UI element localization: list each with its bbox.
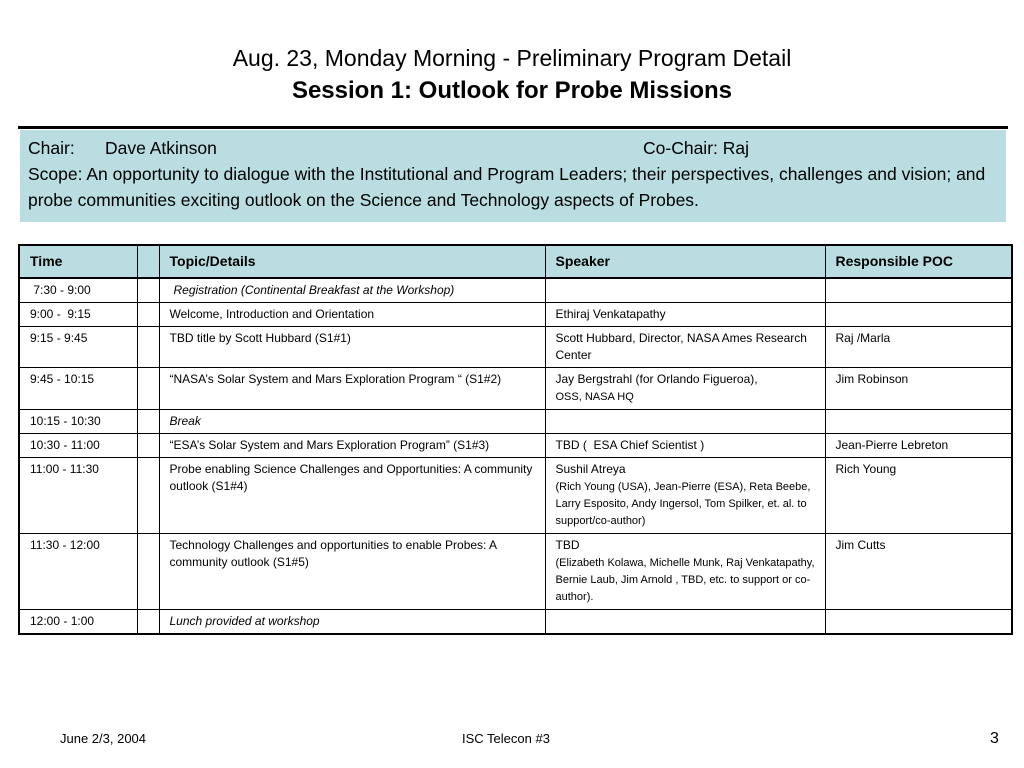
table-row <box>19 327 1012 368</box>
table-header-row <box>19 245 1012 278</box>
row-speaker: Ethiraj Venkatapathy <box>545 303 825 327</box>
row-poc <box>825 303 1012 327</box>
row-topic: Registration (Continental Breakfast at the Workshop) <box>159 278 545 303</box>
scope-text: Scope: An opportunity to dialogue with the Institutional and Program Leaders; their perspectives, challenges and vision; and probe communities exciting outlook on the Science and Technology aspects of Probes. <box>28 164 986 210</box>
footer-event: ISC Telecon #3 <box>462 731 550 746</box>
row-speaker: TBD ( ESA Chief Scientist ) <box>545 434 825 458</box>
row-speaker-cell <box>545 368 825 410</box>
chair-name: Dave Atkinson <box>105 138 217 158</box>
row-speaker: Scott Hubbard, Director, NASA Ames Research Center <box>545 327 825 368</box>
table-row <box>19 410 1012 434</box>
row-topic: Technology Challenges and opportunities to enable Probes: A community outlook (S1#5) <box>159 534 545 610</box>
row-speaker <box>545 610 825 635</box>
table-row <box>19 458 1012 534</box>
row-blank <box>137 610 159 635</box>
row-speaker-detail: (Elizabeth Kolawa, Michelle Munk, Raj Venkatapathy, Bernie Laub, Jim Arnold , TBD, etc. to support or co-author). <box>555 557 815 603</box>
title-divider <box>18 126 1008 129</box>
header-blank <box>137 245 159 278</box>
row-speaker: Sushil Atreya <box>555 462 626 476</box>
row-blank <box>137 534 159 610</box>
row-time: 9:00 - 9:15 <box>19 303 137 327</box>
row-topic: Welcome, Introduction and Orientation <box>159 303 545 327</box>
row-speaker <box>545 278 825 303</box>
row-time: 11:30 - 12:00 <box>19 534 137 610</box>
header-topic: Topic/Details <box>159 245 545 278</box>
row-time: 11:00 - 11:30 <box>19 458 137 534</box>
row-topic: TBD title by Scott Hubbard (S1#1) <box>159 327 545 368</box>
row-time: 10:30 - 11:00 <box>19 434 137 458</box>
row-poc: Raj /Marla <box>825 327 1012 368</box>
row-blank <box>137 410 159 434</box>
row-speaker: Jay Bergstrahl (for Orlando Figueroa), <box>555 372 758 386</box>
cochair-text: Co-Chair: Raj <box>643 138 749 158</box>
row-poc: Jean-Pierre Lebreton <box>825 434 1012 458</box>
row-poc: Jim Robinson <box>825 368 1012 410</box>
schedule-table <box>18 244 1013 635</box>
row-blank <box>137 434 159 458</box>
row-topic: “NASA’s Solar System and Mars Exploration Program “ (S1#2) <box>159 368 545 410</box>
row-time: 10:15 - 10:30 <box>19 410 137 434</box>
row-time: 9:15 - 9:45 <box>19 327 137 368</box>
session-title: Session 1: Outlook for Probe Missions <box>291 77 733 104</box>
row-topic: Break <box>159 410 545 434</box>
row-time: 7:30 - 9:00 <box>19 278 137 303</box>
row-blank <box>137 327 159 368</box>
row-poc <box>825 410 1012 434</box>
row-poc <box>825 610 1012 635</box>
table-row <box>19 434 1012 458</box>
table-row <box>19 303 1012 327</box>
row-speaker-cell <box>545 458 825 534</box>
row-poc <box>825 278 1012 303</box>
row-speaker: TBD <box>555 538 580 552</box>
row-topic: Probe enabling Science Challenges and Opportunities: A community outlook (S1#4) <box>159 458 545 534</box>
row-blank <box>137 303 159 327</box>
slide-title: Aug. 23, Monday Morning - Preliminary Program Detail <box>232 45 792 71</box>
row-blank <box>137 278 159 303</box>
row-speaker <box>545 410 825 434</box>
footer-date: June 2/3, 2004 <box>60 731 147 746</box>
header-speaker: Speaker <box>545 245 825 278</box>
session-info-box <box>20 130 1006 222</box>
row-topic: Lunch provided at workshop <box>159 610 545 635</box>
page-number: 3 <box>990 730 999 747</box>
table-row <box>19 368 1012 410</box>
row-topic: “ESA’s Solar System and Mars Exploration Program” (S1#3) <box>159 434 545 458</box>
row-poc: Jim Cutts <box>825 534 1012 610</box>
header-poc: Responsible POC <box>825 245 1012 278</box>
row-speaker-cell <box>545 534 825 610</box>
chair-label: Chair: <box>28 138 75 158</box>
row-time: 12:00 - 1:00 <box>19 610 137 635</box>
chair-line <box>28 135 998 161</box>
table-row <box>19 278 1012 303</box>
row-speaker-detail: OSS, NASA HQ <box>555 391 634 403</box>
row-blank <box>137 368 159 410</box>
row-poc: Rich Young <box>825 458 1012 534</box>
row-blank <box>137 458 159 534</box>
header-time: Time <box>19 245 137 278</box>
table-row <box>19 534 1012 610</box>
table-row <box>19 610 1012 635</box>
row-speaker-detail: (Rich Young (USA), Jean-Pierre (ESA), Reta Beebe, Larry Esposito, Andy Ingersol, Tom Spilker, et. al. to support/co-author) <box>555 481 811 527</box>
row-time: 9:45 - 10:15 <box>19 368 137 410</box>
